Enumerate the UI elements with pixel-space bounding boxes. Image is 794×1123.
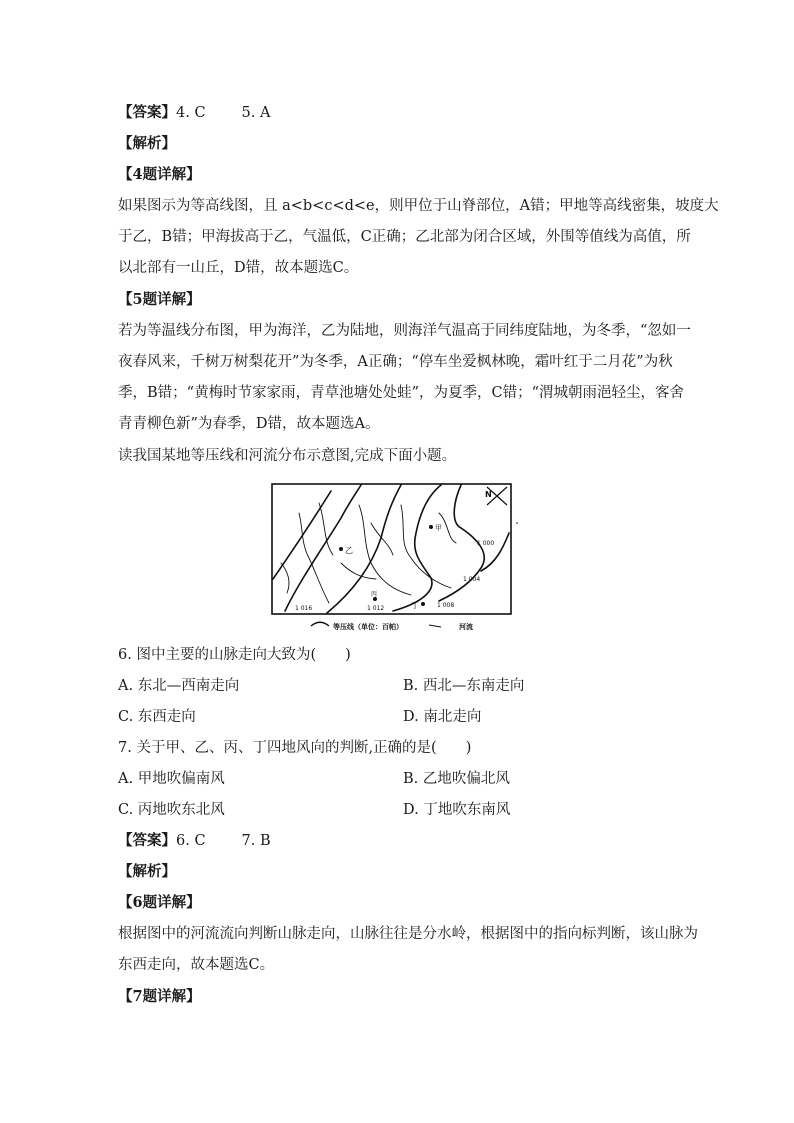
analysis-heading-2: 【解析】 <box>118 863 176 880</box>
q6-option-d: D. 南北走向 <box>403 709 482 725</box>
place-dot-jia <box>429 525 433 529</box>
q6-option-a: A. 东北—西南走向 <box>118 678 240 694</box>
q7-option-c: C. 丙地吹东北风 <box>118 802 225 818</box>
q5-text-line-4: 青青柳色新”为春季，D错，故本题选A。 <box>118 416 380 432</box>
q4-text-line-1: 如果图示为等高线图，且 a<b<c<d<e，则甲位于山脊部位，A错；甲地等高线密集，坡度大 <box>118 198 719 214</box>
answer-4: 4. C <box>176 105 206 121</box>
answer-line-1 <box>118 103 270 123</box>
analysis-heading-1: 【解析】 <box>118 135 176 152</box>
q4-text-line-3: 以北部有一山丘，D错，故本题选C。 <box>118 260 359 276</box>
place-ding: 丁 <box>411 601 419 610</box>
q6-text-line-2: 东西走向，故本题选C。 <box>118 957 275 973</box>
answer-line-2 <box>118 831 271 851</box>
legend-river: 河流 <box>459 623 473 631</box>
legend-isobar-symbol <box>311 622 329 626</box>
q7-option-a: A. 甲地吹偏南风 <box>118 771 225 787</box>
answer-6: 6. C <box>176 833 206 849</box>
q7-option-b: B. 乙地吹偏北风 <box>403 771 510 787</box>
legend-isobar: 等压线（单位：百帕） <box>333 623 403 631</box>
north-label: N <box>485 490 492 499</box>
isobar-label: 1 000 <box>477 540 495 547</box>
q5-detail-heading: 【5题详解】 <box>118 291 201 308</box>
page-dot <box>516 522 518 524</box>
isobar-label: 1 016 <box>295 605 313 612</box>
isobar-river-map <box>271 483 519 633</box>
isobar-label: 1 004 <box>463 576 481 583</box>
q6-option-b: B. 西北—东南走向 <box>403 678 525 694</box>
q6-stem: 6. 图中主要的山脉走向大致为( ) <box>118 647 351 663</box>
q7-detail-heading: 【7题详解】 <box>118 988 201 1005</box>
q7-option-d: D. 丁地吹东南风 <box>403 802 511 818</box>
answer-label: 【答案】 <box>118 832 176 849</box>
place-jia: 甲 <box>435 524 442 532</box>
place-yi: 乙 <box>345 546 353 555</box>
q4-detail-heading: 【4题详解】 <box>118 166 201 183</box>
isobar-label: 1 012 <box>367 605 385 612</box>
legend-river-symbol <box>429 625 441 627</box>
place-dot-yi <box>339 547 343 551</box>
q5-text-line-1: 若为等温线分布图，甲为海洋，乙为陆地，则海洋气温高于同纬度陆地，为冬季，“忽如一 <box>118 323 691 339</box>
isobar-label: 1 008 <box>437 602 455 609</box>
answer-5: 5. A <box>241 105 271 121</box>
q5-text-line-2: 夜春风来，千树万树梨花开”为冬季，A正确；“停车坐爱枫林晚，霜叶红于二月花”为秋 <box>118 354 673 370</box>
answer-label: 【答案】 <box>118 104 176 121</box>
place-dot-ding <box>421 602 425 606</box>
q7-stem: 7. 关于甲、乙、丙、丁四地风向的判断,正确的是( ) <box>118 740 472 756</box>
place-bing: 丙 <box>371 591 378 598</box>
q6-detail-heading: 【6题详解】 <box>118 894 201 911</box>
q4-text-line-2: 于乙，B错；甲海拔高于乙，气温低，C正确；乙北部为闭合区域，外围等值线为高值，所 <box>118 229 691 245</box>
intro-text: 读我国某地等压线和河流分布示意图,完成下面小题。 <box>118 448 457 464</box>
answer-7: 7. B <box>241 833 271 849</box>
q5-text-line-3: 季，B错；“黄梅时节家家雨，青草池塘处处蛙”，为夏季，C错；“渭城朝雨浥轻尘，客舍 <box>118 385 684 401</box>
q6-text-line-1: 根据图中的河流流向判断山脉走向，山脉往往是分水岭，根据图中的指向标判断，该山脉为 <box>118 926 698 942</box>
q6-option-c: C. 东西走向 <box>118 709 196 725</box>
